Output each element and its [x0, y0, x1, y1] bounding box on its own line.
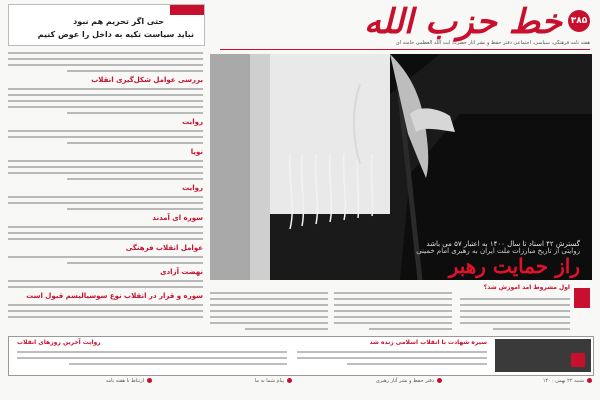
subhead: سوره و قرار در انقلاب نوع سوسیالیسم قبول است [26, 292, 203, 300]
hero-headline[interactable]: راز حمایت رهبر [448, 254, 580, 278]
subhead: بررسی عوامل شکل‌گیری انقلاب [91, 76, 203, 84]
subhead: نهضت آزادی [160, 268, 203, 276]
footer-date: شنبه ۲۲ بهمن ۱۴۰۰ [542, 378, 584, 384]
issue-badge: ۳۸۵ [568, 10, 590, 32]
top-teaser-box[interactable] [8, 4, 205, 46]
thumbnail-accent [571, 353, 585, 367]
masthead-rule [220, 49, 590, 50]
teaser-line-1: حتی اگر تحریم هم نبود [73, 17, 164, 26]
masthead-tagline: هفته نامه فرهنگی، سیاسی، اجتماعی دفتر حفظ و نشر آثار حضرت آیت الله العظمی خامنه ای [395, 40, 590, 46]
subhead: روایت [182, 118, 203, 126]
band-headline-left: روایت آخرین روزهای انقلاب [17, 339, 101, 346]
band-thumbnail [495, 339, 591, 372]
masthead-logo: خط حزب الله [363, 2, 562, 42]
teaser-line-2: نباید سیاست تکیه به داخل را عوض کنیم [37, 30, 194, 39]
subhead: سوره ای آمدند [152, 214, 203, 222]
left-text-column [8, 48, 203, 318]
footer-item-1[interactable]: دفتر حفظ و نشر آثار رهبری [375, 378, 434, 384]
hero-caption-2: روایتی از تاریخ مبارزات ملت ایران به رهبری امام خمینی [416, 247, 580, 255]
article-question: اول مشروط آمد آموزش شد؟ [483, 284, 570, 291]
subhead: روایت [182, 184, 203, 192]
hero-photo[interactable] [210, 54, 592, 280]
article-icon [574, 288, 590, 308]
band-headline-right: سیره شهادت با انقلاب اسلامی زنده شد [369, 339, 487, 346]
bottom-band[interactable] [8, 336, 594, 376]
footer [8, 376, 592, 388]
footer-item-3[interactable]: ارتباط با هفته نامه [105, 378, 144, 384]
footer-item-2[interactable]: پیام شما به ما [254, 378, 284, 384]
masthead [218, 4, 590, 40]
subhead: نوپا [190, 148, 203, 156]
red-tab [170, 5, 204, 15]
subhead: عوامل انقلاب فرهنگی [125, 244, 203, 252]
lower-article [210, 284, 592, 336]
hero-caption-1: گسترش ۴۲ اسناد تا سال ۱۴۰۰ به اعتبار ۵۷ می باشد [426, 240, 580, 248]
